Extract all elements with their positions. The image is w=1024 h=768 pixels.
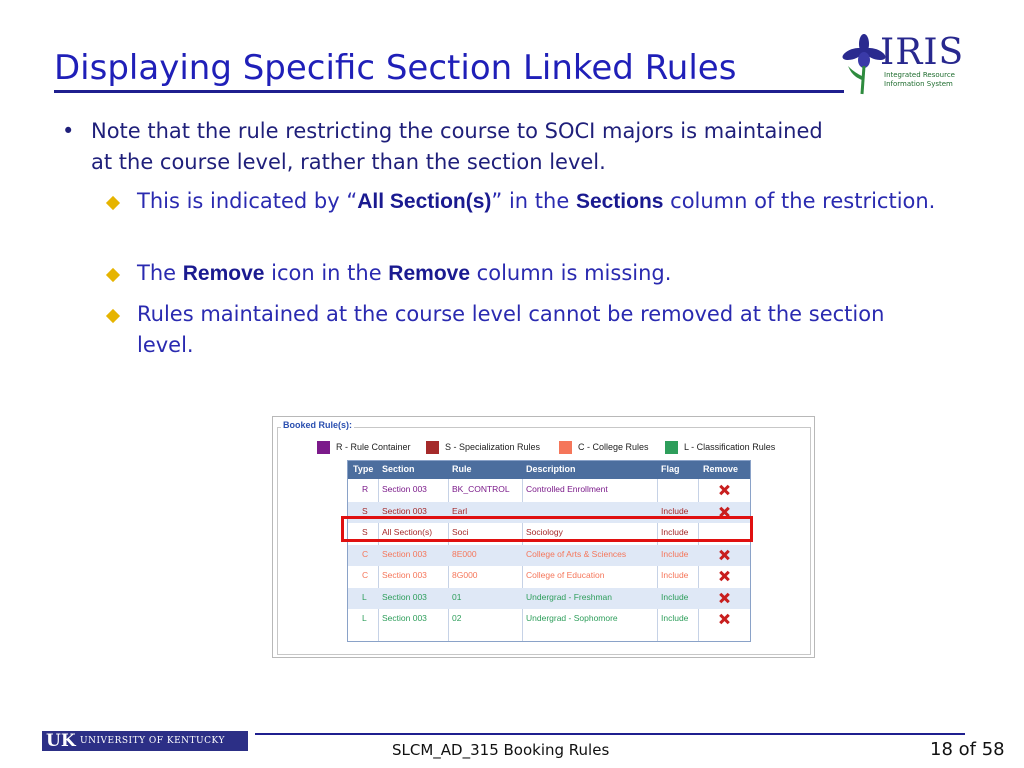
remove-icon[interactable]: [719, 485, 729, 495]
cell-type: C: [362, 548, 369, 559]
col-header-section[interactable]: Section: [382, 464, 415, 474]
cell-rule: 8G000: [452, 570, 478, 580]
table-row[interactable]: [348, 566, 750, 587]
university-name: UNIVERSITY OF KENTUCKY: [80, 736, 225, 746]
col-header-type[interactable]: Type: [353, 464, 374, 474]
cell-section: All Section(s): [382, 527, 433, 537]
legend-swatch: [426, 441, 439, 454]
title-underline: [54, 90, 844, 93]
cell-flag: Include: [661, 591, 689, 602]
sub-bullet-3-text: Rules maintained at the course level cannot be removed at the section level.: [137, 302, 885, 357]
diamond-bullet-icon: [106, 268, 120, 282]
iris-logo: [842, 30, 965, 100]
cell-section: Section 003: [382, 505, 427, 516]
cell-section: Section 003: [382, 484, 427, 494]
cell-description: Sociology: [526, 527, 563, 537]
cell-description: College of Education: [526, 570, 605, 580]
diamond-bullet-icon: [106, 196, 120, 210]
col-header-remove[interactable]: Remove: [703, 464, 739, 474]
cell-type: L: [362, 591, 367, 602]
table-row[interactable]: [348, 609, 750, 630]
legend-swatch: [665, 441, 678, 454]
university-mark: UK: [46, 731, 76, 751]
remove-icon[interactable]: [719, 593, 729, 603]
table-header: [348, 461, 750, 479]
remove-icon[interactable]: [719, 507, 729, 517]
cell-rule: 01: [452, 591, 462, 602]
legend-label: S - Specialization Rules: [445, 442, 541, 452]
cell-flag: Include: [661, 548, 689, 559]
col-header-description[interactable]: Description: [526, 464, 576, 474]
cell-section: Section 003: [382, 570, 427, 580]
cell-flag: Include: [661, 570, 689, 580]
cell-type: L: [362, 613, 367, 623]
table-row[interactable]: [348, 480, 750, 501]
sub-bullet-2-text: The Remove icon in the Remove column is missing.: [137, 261, 672, 285]
cell-type: R: [362, 484, 369, 494]
cell-description: College of Arts & Sciences: [526, 548, 627, 559]
col-header-rule[interactable]: Rule: [452, 464, 472, 474]
remove-icon[interactable]: [719, 550, 729, 560]
cell-rule: 8E000: [452, 548, 477, 559]
highlight-box: [341, 516, 753, 542]
booked-rules-label: Booked Rule(s):: [283, 420, 353, 430]
cell-section: Section 003: [382, 548, 427, 559]
cell-flag: Include: [661, 505, 689, 516]
cell-flag: Include: [661, 527, 689, 537]
col-header-flag[interactable]: Flag: [661, 464, 680, 474]
logo-subtitle-1: Integrated Resource: [884, 71, 955, 79]
legend-swatch: [317, 441, 330, 454]
cell-rule: BK_CONTROL: [452, 484, 510, 494]
main-bullet-text: Note that the rule restricting the course to SOCI majors is maintained at the course level, rather than the section level.: [91, 119, 823, 174]
footer-course-code: SLCM_AD_315 Booking Rules: [392, 741, 610, 759]
cell-rule: Earl: [452, 505, 468, 516]
cell-type: C: [362, 570, 369, 580]
booked-rules-table: [347, 460, 751, 642]
legend-label: R - Rule Container: [336, 442, 411, 452]
legend-label: L - Classification Rules: [684, 442, 776, 452]
logo-subtitle-2: Information System: [884, 80, 953, 88]
page-number: 18 of 58: [930, 739, 1005, 760]
cell-rule: Soci: [452, 527, 469, 537]
logo-word: IRIS: [880, 32, 965, 73]
university-logo: [42, 731, 248, 751]
legend-label: C - College Rules: [578, 442, 649, 452]
cell-section: Section 003: [382, 613, 427, 623]
slide-title: Displaying Specific Section Linked Rules: [54, 48, 737, 88]
cell-description: Undergrad - Freshman: [526, 591, 612, 602]
footer-rule: [255, 733, 965, 735]
cell-description: Controlled Enrollment: [526, 484, 608, 494]
cell-rule: 02: [452, 613, 462, 623]
cell-type: S: [362, 527, 368, 537]
remove-icon[interactable]: [719, 614, 729, 624]
table-row[interactable]: [348, 545, 750, 566]
cell-type: S: [362, 505, 368, 516]
table-row[interactable]: [348, 588, 750, 609]
cell-flag: Include: [661, 613, 689, 623]
bullet-dot-icon: •: [62, 119, 75, 143]
remove-icon[interactable]: [719, 571, 729, 581]
cell-section: Section 003: [382, 591, 427, 602]
cell-description: Undergrad - Sophomore: [526, 613, 618, 623]
legend-swatch: [559, 441, 572, 454]
diamond-bullet-icon: [106, 309, 120, 323]
sub-bullet-1-text: This is indicated by “All Section(s)” in the Sections column of the restriction.: [137, 189, 936, 213]
